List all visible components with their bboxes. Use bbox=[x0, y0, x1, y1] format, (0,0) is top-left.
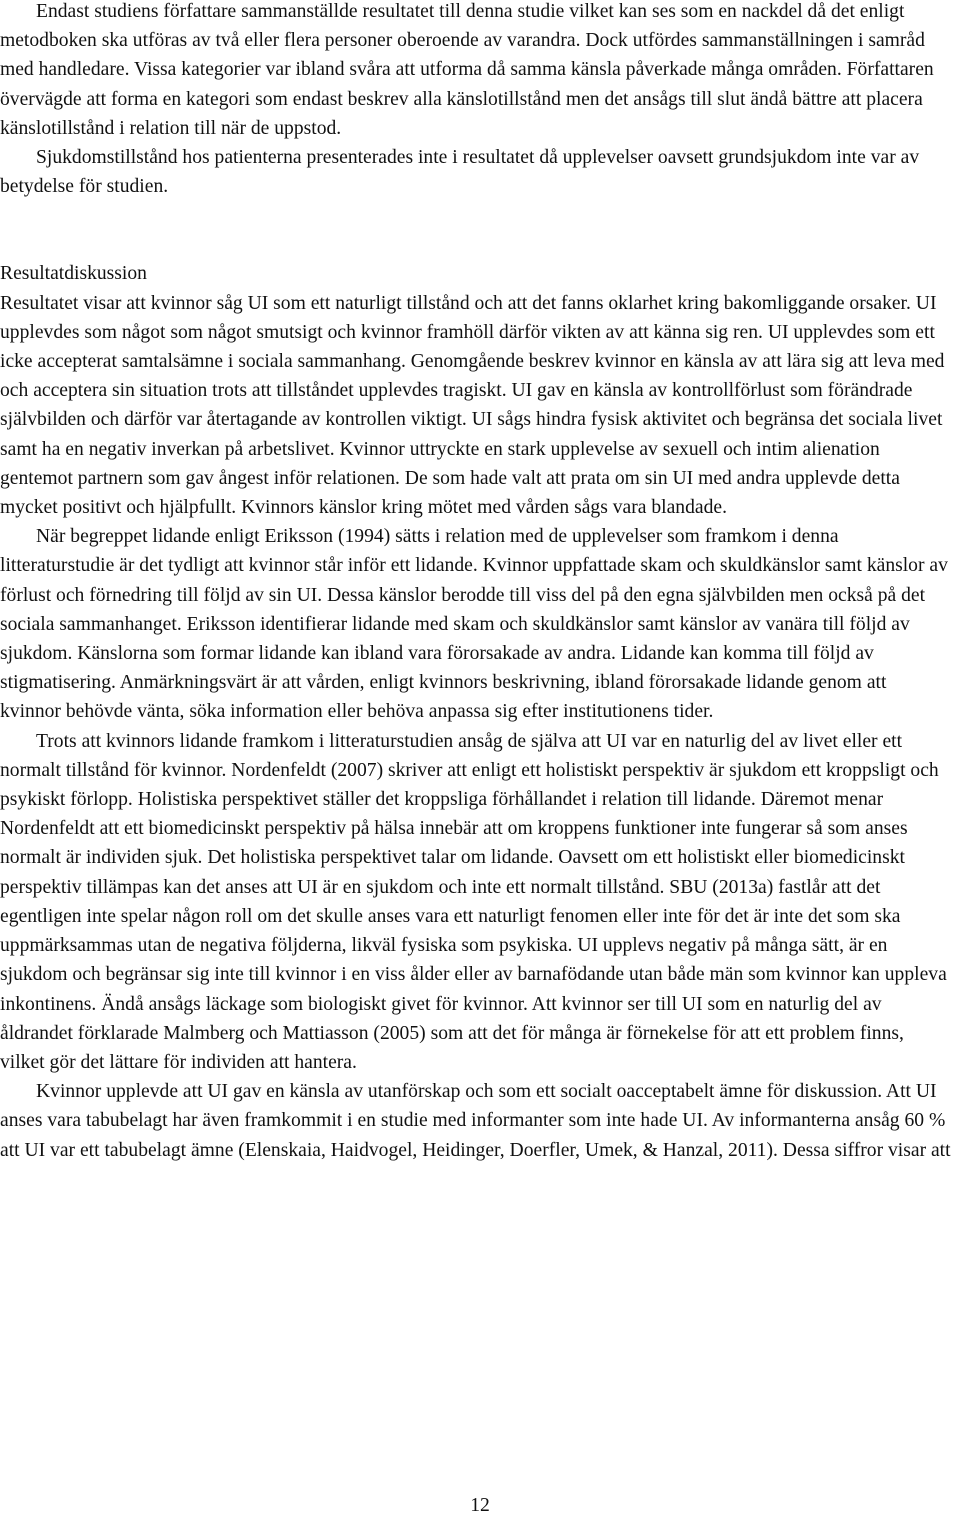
paragraph-suffering: När begreppet lidande enligt Eriksson (1994) sätts i relation med de upplevelser som framkom i denna litteraturstudie är det tydligt att kvinnor står inför ett lidande. Kvinnor uppfattade skam och skuldkänslor samt känslor av förlust och förnedring till följd av sin UI. Dessa känslor berodde till viss del på den egna självbilden men också på det sociala sammanhanget. Eriksson identifierar lidande med skam och skuldkänslor samt känslor av vanära till följd av sjukdom. Känslorna som formar lidande kan ibland vara förorsakade av andra. Lidande kan komma till följd av stigmatisering. Anmärkningsvärt är att vården, enligt kvinnors beskrivning, ibland förorsakade lidande genom att kvinnor behövde vänta, söka information eller behöva anpassa sig efter institutionens tider. bbox=[0, 526, 948, 723]
paragraph-taboo: Kvinnor upplevde att UI gav en känsla av utanförskap och som ett socialt oacceptabelt ämne för diskussion. Att UI anses vara tabubelagt har även framkommit i en studie med informanter som inte hade UI. Av informanterna ansåg 60 % att UI var ett tabubelagt ämne (Elenskaia, Haidvogel, Heidinger, Doerfler, Umek, & Hanzal, 2011). Dessa siffror visar att bbox=[0, 1081, 951, 1161]
page-number: 12 bbox=[470, 1495, 490, 1516]
paragraph-limitations: Endast studiens författare sammanställde resultatet till denna studie vilket kan ses som en nackdel då det enligt metodboken ska utföras av två eller flera personer oberoende av varandra. Dock utfördes sammanställningen i samråd med handledare. Vissa kategorier var ibland svåra att utforma då samma känsla påverkade många områden. Författaren övervägde att forma en kategori som endast beskrev alla känslotillstånd men det ansågs till slut ändå bättre att placera känslotillstånd i relation till när de uppstod. bbox=[0, 1, 934, 139]
section-heading: Resultatdiskussion bbox=[0, 263, 147, 285]
paragraph-disease-state: Sjukdomstillstånd hos patienterna presenterades inte i resultatet då upplevelser oavsett grundsjukdom inte var av betydelse för studien. bbox=[0, 147, 920, 198]
paragraph-natural-condition: Trots att kvinnors lidande framkom i litteraturstudien ansåg de själva att UI var en naturlig del av livet eller ett normalt tillstånd för kvinnor. Nordenfeldt (2007) skriver att enligt ett holistiskt perspektiv är sjukdom ett kroppsligt och psykiskt förlopp. Holistiska perspektivet ställer det kroppsliga förhållandet i relation till lidande. Däremot menar Nordenfeldt att ett biomedicinskt perspektiv på hälsa innebär att om kroppens funktioner inte fungerar så som anses normalt är individen sjuk. Det holistiska perspektivet talar om lidande. Oavsett om ett holistiskt eller biomedicinskt perspektiv tillämpas kan det anses att UI är en sjukdom och inte ett normalt tillstånd. SBU (2013a) fastlår att det egentligen inte spelar någon roll om det skulle anses vara ett naturligt fenomen eller inte för det är inte det som ska uppmärksammas utan de negativa följderna, likväl fysiska som psykiska. UI upplevs negativ på många sätt, är en sjukdom och begränsar sig inte till kvinnor i en viss ålder eller av barnafödande utan både män som kvinnor kan uppleva inkontinens. Ändå ansågs läckage som biologiskt givet för kvinnor. Att kvinnor ser till UI som en naturlig del av åldrandet förklarade Malmberg och Mattiasson (2005) som att det för många är förnekelse för att ett problem finns, vilket gör det lättare för individen att hantera. bbox=[0, 730, 947, 1073]
section-spacer bbox=[0, 201, 952, 259]
paragraph-results-summary: Resultatet visar att kvinnor såg UI som ett naturligt tillstånd och att det fanns oklarhet kring bakomliggande orsaker. UI upplevdes som något som något smutsigt och kvinnor framhöll därför vikten av att känna sig ren. UI upplevdes som ett icke accepterat samtalsämne i sociala sammanhang. Genomgående beskrev kvinnor en känsla av att lära sig att leva med och acceptera sin situation trots att tillståndet upplevdes tragiskt. UI gav en känsla av kontrollförlust som förändrade självbilden och därför var återtagande av kontrollen viktigt. UI sågs hindra fysisk aktivitet och begränsa det sociala livet samt ha en negativ inverkan på arbetslivet. Kvinnor uttryckte en stark upplevelse av sexuell och intim alienation gentemot partnern som gav ångest inför relationen. De som hade valt att prata om sin UI med andra upplevde detta mycket positivt och hjälpfullt. Kvinnors känslor kring mötet med vården sågs vara blandade. bbox=[0, 292, 945, 519]
